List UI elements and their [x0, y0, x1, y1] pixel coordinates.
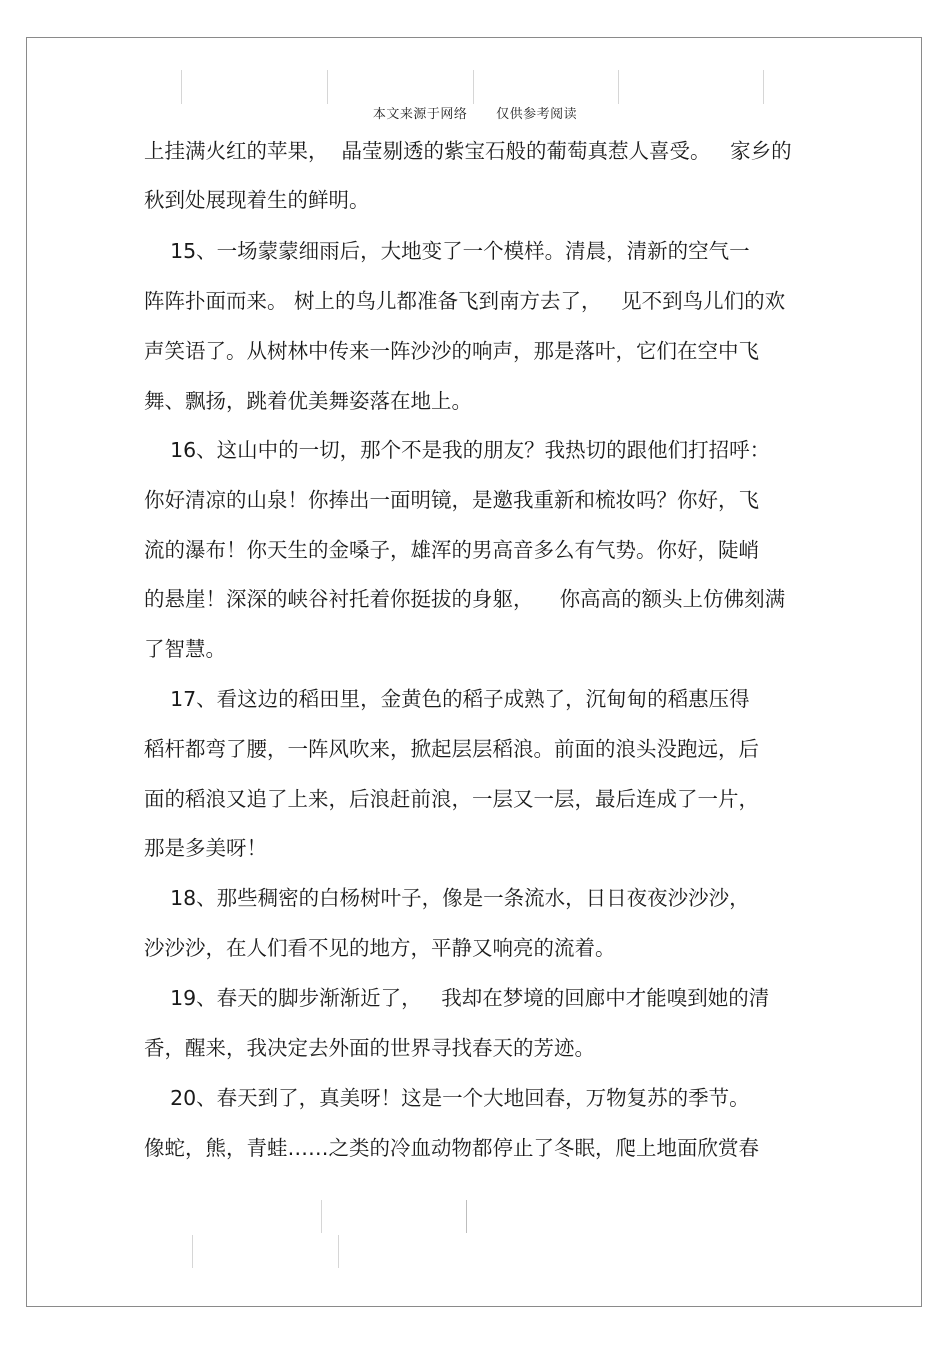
- text-line: 15、一场蒙蒙细雨后，大地变了一个模样。清晨，清新的空气一: [144, 239, 750, 263]
- text-line: 17、看这边的稻田里，金黄色的稻子成熟了，沉甸甸的稻惠压得: [144, 687, 750, 711]
- footer-tick-mark: [321, 1200, 322, 1233]
- text-line: 16、这山中的一切，那个不是我的朋友？我热切的跟他们打招呼：: [144, 438, 771, 462]
- footer-tick-mark: [192, 1235, 193, 1268]
- header-note: [0, 103, 950, 122]
- text-line: 流的瀑布！你天生的金嗓子，雄浑的男高音多么有气势。你好，陡峭: [144, 538, 759, 562]
- source-note: 本文来源于网络: [372, 107, 468, 122]
- text-line: 稻杆都弯了腰，一阵风吹来，掀起层层稻浪。前面的浪头没跑远，后: [144, 737, 759, 761]
- header-tick-mark: [181, 70, 182, 104]
- header-tick-mark: [327, 70, 328, 104]
- text-line: 你好清凉的山泉！你捧出一面明镜，是邀我重新和梳妆吗？你好，飞: [144, 488, 759, 512]
- text-line: 阵阵扑面而来。 树上的鸟儿都准备飞到南方去了， 见不到鸟儿们的欢: [144, 289, 786, 313]
- text-line: 上挂满火红的苹果， 晶莹剔透的紫宝石般的葡萄真惹人喜受。 家乡的: [144, 139, 792, 163]
- text-line: 香，醒来，我决定去外面的世界寻找春天的芳迹。: [144, 1036, 595, 1060]
- text-line: 秋到处展现着生的鲜明。: [144, 188, 370, 212]
- text-line: 面的稻浪又追了上来，后浪赶前浪，一层又一层，最后连成了一片，: [144, 787, 759, 811]
- text-line: 舞、飘扬，跳着优美舞姿落在地上。: [144, 389, 472, 413]
- text-line: 沙沙沙，在人们看不见的地方，平静又响亮的流着。: [144, 936, 616, 960]
- text-line: 了智慧。: [144, 637, 226, 661]
- header-tick-mark: [618, 70, 619, 104]
- text-line: 19、春天的脚步渐渐近了， 我却在梦境的回廊中才能嗅到她的清: [144, 986, 770, 1010]
- text-line: 像蛇，熊，青蛙……之类的冷血动物都停止了冬眠，爬上地面欣赏春: [144, 1136, 759, 1160]
- header-tick-mark: [473, 70, 474, 104]
- header-tick-mark: [763, 70, 764, 104]
- reference-note: 仅供参考阅读: [496, 107, 578, 122]
- footer-tick-mark: [338, 1235, 339, 1268]
- text-line: 声笑语了。从树林中传来一阵沙沙的响声，那是落叶，它们在空中飞: [144, 339, 759, 363]
- text-line: 的悬崖！深深的峡谷衬托着你挺拔的身躯， 你高高的额头上仿佛刻满: [144, 587, 786, 611]
- text-line: 20、春天到了，真美呀！这是一个大地回春，万物复苏的季节。: [144, 1086, 750, 1110]
- text-line: 18、那些稠密的白杨树叶子，像是一条流水，日日夜夜沙沙沙，: [144, 886, 750, 910]
- footer-tick-mark: [466, 1200, 467, 1233]
- text-line: 那是多美呀！: [144, 836, 267, 860]
- page-border: [26, 37, 922, 1307]
